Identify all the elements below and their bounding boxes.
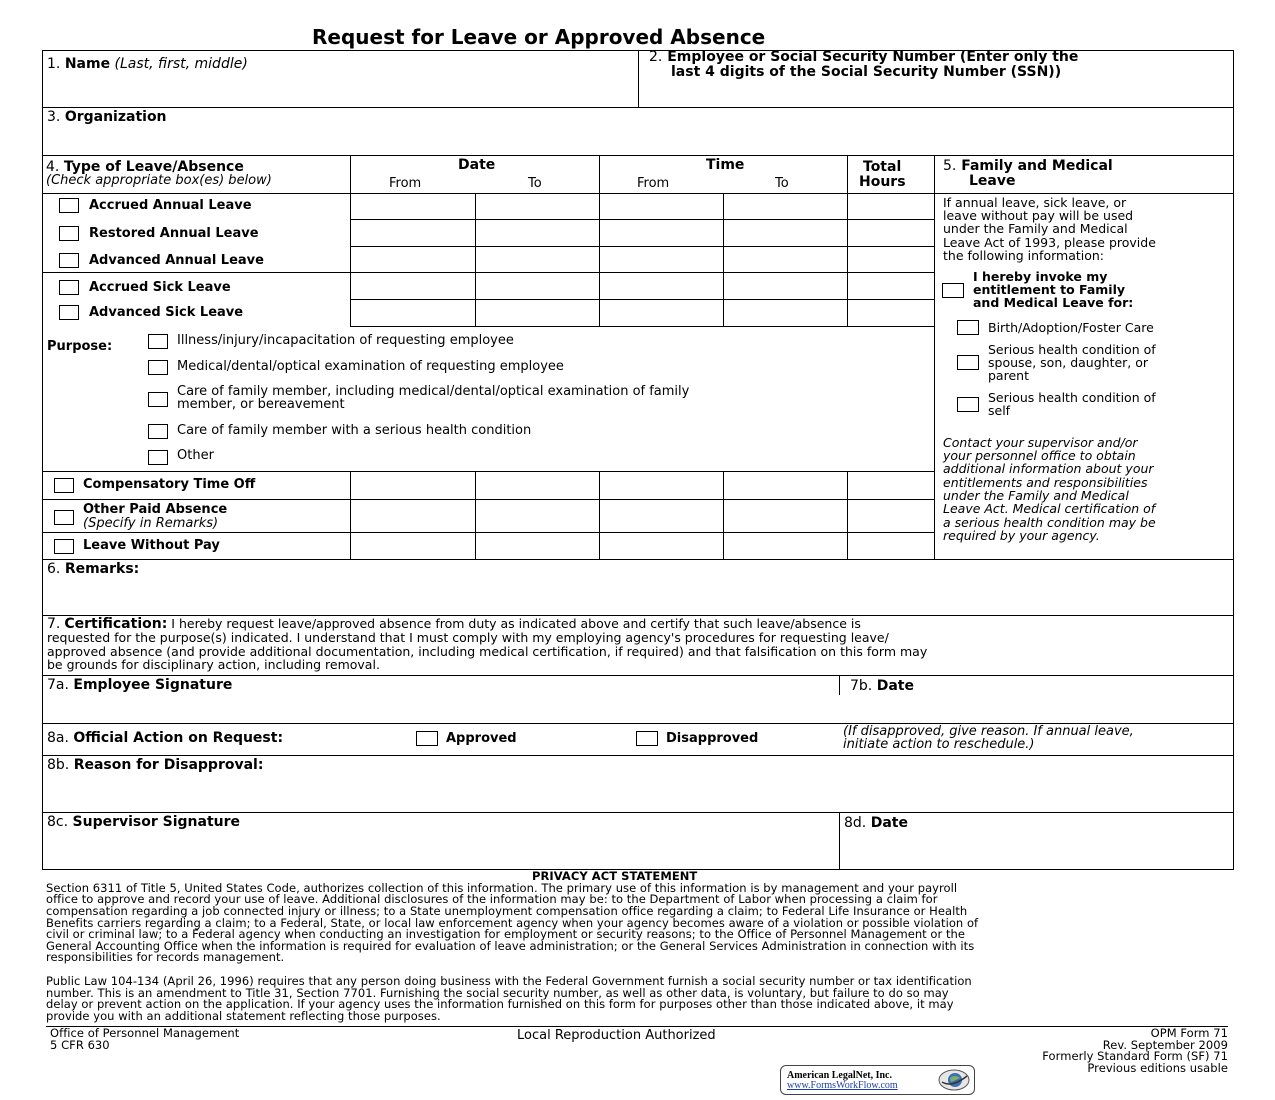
divider: [638, 50, 639, 107]
divider: [42, 193, 934, 194]
lwop-label: Leave Without Pay: [83, 538, 220, 553]
ssn-label-line1: Employee or Social Security Number (Enter only the: [667, 49, 1079, 65]
disapproval-note-2: initiate action to reschedule.): [843, 737, 1035, 752]
organization-input[interactable]: [46, 128, 1230, 152]
field-number: 7a.: [47, 677, 69, 693]
divider: [599, 155, 600, 326]
date-from-header: From: [389, 176, 422, 191]
time-header: Time: [706, 157, 745, 173]
accrued-annual-label: Accrued Annual Leave: [89, 198, 252, 213]
footer-form-number: OPM Form 71: [1150, 1026, 1228, 1040]
name-hint: (Last, first, middle): [114, 56, 248, 72]
fmla-contact-2: your personnel office to obtain: [943, 448, 1136, 463]
footer-revision: Rev. September 2009: [1102, 1037, 1228, 1052]
certification-label: Certification:: [64, 616, 168, 632]
privacy-p2-2: number. This is an amendment to Title 31, Section 7701. Furnishing the social security number, as well as other data, is voluntary, but failure to do so may: [46, 986, 949, 1000]
divider: [42, 272, 934, 273]
footer-formerly: Formerly Standard Form (SF) 71: [1042, 1049, 1228, 1064]
field-number: 5.: [943, 158, 957, 174]
field-7a-label: [47, 678, 232, 692]
accrued-annual-checkbox[interactable]: [59, 198, 79, 213]
fmla-self-label-1: Serious health condition of: [988, 390, 1156, 405]
purpose-serious-checkbox[interactable]: [148, 424, 168, 439]
advanced-annual-checkbox[interactable]: [59, 253, 79, 268]
fmla-contact-8: required by your agency.: [943, 528, 1100, 543]
divider: [42, 812, 1234, 813]
advanced-sick-checkbox[interactable]: [59, 305, 79, 320]
hours-header: Hours: [859, 174, 906, 190]
fmla-self-label-2: self: [988, 403, 1011, 418]
supervisor-signature-label: Supervisor Signature: [72, 814, 241, 830]
employee-date-label: Date: [876, 678, 914, 694]
advanced-sick-label: Advanced Sick Leave: [89, 305, 244, 320]
time-from-header: From: [637, 176, 670, 191]
globe-icon: [937, 1068, 971, 1092]
other-paid-hint: (Specify in Remarks): [83, 516, 219, 531]
divider: [847, 471, 848, 559]
field-number: 7.: [47, 616, 61, 632]
divider: [42, 471, 934, 472]
disapproval-reason-input[interactable]: [46, 776, 1230, 809]
divider: [42, 155, 1234, 156]
privacy-title: PRIVACY ACT STATEMENT: [532, 869, 698, 883]
supervisor-date-label: Date: [870, 815, 908, 831]
footer-previous-editions: Previous editions usable: [1087, 1060, 1228, 1075]
approved-label: Approved: [446, 731, 517, 746]
employee-date-input[interactable]: [844, 697, 1230, 720]
fmla-contact-5: under the Family and Medical: [943, 488, 1129, 503]
privacy-p2-1: Public Law 104-134 (April 26, 1996) requires that any person doing business with the Federal Government furnish a social security number or tax identification: [46, 974, 972, 988]
fmla-title-line2: Leave: [969, 173, 1016, 189]
privacy-p2-3: delay or prevent action on the application. If your agency uses the information furnished on this form for purposes other than those indicated above, it may: [46, 997, 954, 1011]
fmla-contact-3: additional information about your: [943, 461, 1154, 476]
american-legalnet-logo[interactable]: [780, 1065, 975, 1095]
divider: [350, 219, 934, 220]
fmla-intro-5: the following information:: [943, 248, 1105, 263]
comp-time-checkbox[interactable]: [54, 478, 74, 493]
fmla-contact-4: entitlements and responsibilities: [943, 475, 1148, 490]
fmla-family-label-3: parent: [988, 368, 1029, 383]
divider: [723, 471, 724, 559]
name-label: Name: [64, 56, 111, 72]
ssn-label: [649, 50, 1078, 64]
official-action-label: Official Action on Request:: [73, 730, 284, 746]
field-3-label: [47, 110, 167, 124]
field-number: 8a.: [47, 730, 69, 746]
employee-signature-input[interactable]: [46, 697, 836, 720]
fmla-family-label-2: spouse, son, daughter, or: [988, 355, 1149, 370]
field-number: 3.: [47, 109, 61, 125]
restored-annual-label: Restored Annual Leave: [89, 226, 259, 241]
field-number: 8d.: [844, 815, 867, 831]
certification-text-2: requested for the purpose(s) indicated. I understand that I must comply with my employing agency's procedures for requesting leave/: [47, 630, 889, 645]
divider: [723, 193, 724, 326]
frame-left: [42, 50, 43, 870]
field-number: 6.: [47, 561, 61, 577]
advanced-annual-label: Advanced Annual Leave: [89, 253, 264, 268]
certification-text-3: approved absence (and provide additional documentation, including medical certification, if required) and that falsification on this form may: [47, 644, 928, 659]
field-6-label: [47, 562, 139, 576]
fmla-family-label-1: Serious health condition of: [988, 342, 1156, 357]
divider: [475, 471, 476, 559]
certification-text-1: I hereby request leave/approved absence from duty as indicated above and certify that such leave/absence is: [171, 616, 861, 631]
divider: [475, 193, 476, 326]
fmla-intro-4: Leave Act of 1993, please provide: [943, 235, 1156, 250]
frame-right: [1233, 50, 1234, 870]
divider: [934, 193, 1234, 194]
certification-text-4: be grounds for disciplinary action, including removal.: [47, 657, 380, 672]
field-number: 7b.: [850, 678, 873, 694]
divider: [42, 499, 934, 500]
divider: [42, 559, 1234, 560]
field-number: 2.: [649, 49, 663, 65]
purpose-illness-checkbox[interactable]: [148, 334, 168, 349]
field-8a-label: [47, 731, 283, 745]
ssn-input[interactable]: [642, 82, 1230, 105]
fmla-invoke-checkbox[interactable]: [942, 283, 964, 298]
divider: [839, 812, 840, 870]
divider: [350, 299, 934, 300]
fmla-invoke-3: and Medical Leave for:: [973, 295, 1134, 310]
divider: [934, 155, 935, 559]
fmla-birth-label: Birth/Adoption/Foster Care: [988, 320, 1154, 335]
employee-signature-label: Employee Signature: [73, 677, 233, 693]
organization-label: Organization: [64, 109, 167, 125]
fmla-title-line1: Family and Medical: [961, 158, 1113, 174]
privacy-p2-4: provide you with an additional statement reflecting those purposes.: [46, 1009, 441, 1023]
disapproved-checkbox[interactable]: [636, 731, 658, 746]
approved-checkbox[interactable]: [416, 731, 438, 746]
logo-url[interactable]: www.FormsWorkFlow.com: [787, 1080, 898, 1091]
accrued-sick-label: Accrued Sick Leave: [89, 280, 231, 295]
supervisor-signature-input[interactable]: [46, 834, 836, 866]
fmla-contact-6: Leave Act. Medical certification of: [943, 501, 1156, 516]
divider: [839, 675, 840, 695]
field-8b-label: [47, 758, 263, 772]
field-number: 4.: [46, 159, 60, 175]
footer-cfr: 5 CFR 630: [50, 1038, 110, 1052]
purpose-family-care-label: Care of family member, including medical/dental/optical examination of family: [177, 384, 690, 399]
restored-annual-checkbox[interactable]: [59, 226, 79, 241]
privacy-p1-7: responsibilities for records management.: [46, 950, 285, 964]
remarks-label: Remarks:: [64, 561, 140, 577]
field-4-label: [46, 160, 244, 174]
date-header: Date: [458, 157, 496, 173]
privacy-p1-1: Section 6311 of Title 5, United States Code, authorizes collection of this information. The primary use of this information is by management and your payroll: [46, 881, 958, 895]
divider: [350, 326, 934, 327]
fmla-invoke-2: entitlement to Family: [973, 282, 1126, 297]
disapproved-label: Disapproved: [666, 731, 759, 746]
purpose-serious-label: Care of family member with a serious health condition: [177, 423, 532, 438]
fmla-contact-7: a serious health condition may be: [943, 515, 1156, 530]
field-number: 8b.: [47, 757, 70, 773]
footer-reproduction: Local Reproduction Authorized: [517, 1028, 716, 1043]
field-number: 8c.: [47, 814, 69, 830]
fmla-intro-3: under the Family and Medical: [943, 221, 1128, 236]
total-header: Total: [863, 159, 902, 175]
purpose-other-label: Other: [177, 448, 214, 463]
page-title: Request for Leave or Approved Absence: [312, 25, 766, 49]
privacy-p1-3: compensation regarding a job connected injury or illness; to a State unemployment compensation office regarding a claim; to Federal Life Insurance or Health: [46, 904, 968, 918]
fmla-self-checkbox[interactable]: [957, 397, 979, 412]
footer-agency: Office of Personnel Management: [50, 1026, 240, 1040]
divider: [42, 755, 1234, 756]
privacy-p1-5: civil or criminal law; to a Federal agency when conducting an investigation for employment or security reasons; to the Office of Personnel Management or the: [46, 927, 966, 941]
date-to-header: To: [528, 176, 542, 191]
field-1-label: [47, 57, 248, 71]
privacy-p1-4: Benefits carriers regarding a claim; to a Federal, State, or local law enforcement agency when your agency becomes aware of a violation or possible violation of: [46, 916, 979, 930]
fmla-invoke-1: I hereby invoke my: [973, 269, 1108, 284]
fmla-intro-2: leave without pay will be used: [943, 208, 1134, 223]
purpose-exam-checkbox[interactable]: [148, 360, 168, 375]
fmla-birth-checkbox[interactable]: [957, 320, 979, 335]
ssn-label-line2: last 4 digits of the Social Security Number (SSN)): [671, 64, 1062, 80]
lwop-checkbox[interactable]: [54, 539, 74, 554]
accrued-sick-checkbox[interactable]: [59, 280, 79, 295]
divider: [42, 532, 934, 533]
comp-time-label: Compensatory Time Off: [83, 477, 256, 492]
purpose-family-care-label-line2: member, or bereavement: [177, 397, 345, 412]
divider: [350, 155, 351, 326]
divider: [350, 246, 934, 247]
fmla-intro-1: If annual leave, sick leave, or: [943, 195, 1127, 210]
purpose-exam-label: Medical/dental/optical examination of requesting employee: [177, 359, 564, 374]
purpose-family-care-checkbox[interactable]: [148, 392, 168, 407]
purpose-other-checkbox[interactable]: [148, 450, 168, 465]
footer-form-info: [1042, 1028, 1228, 1074]
field-number: 1.: [47, 56, 61, 72]
name-input[interactable]: [46, 76, 634, 104]
disapproval-note-1: (If disapproved, give reason. If annual leave,: [843, 724, 1134, 739]
leave-type-hint: (Check appropriate box(es) below): [46, 173, 272, 188]
field-7b-label: [850, 679, 914, 693]
divider: [599, 471, 600, 559]
leave-type-label: Type of Leave/Absence: [63, 159, 244, 175]
fmla-title: [943, 159, 1113, 173]
fmla-family-checkbox[interactable]: [957, 355, 979, 370]
fmla-contact-1: Contact your supervisor and/or: [943, 435, 1138, 450]
remarks-input[interactable]: [46, 580, 1230, 612]
divider: [42, 107, 1234, 108]
divider: [350, 471, 351, 559]
other-paid-label: Other Paid Absence: [83, 502, 228, 517]
divider: [847, 155, 848, 326]
supervisor-date-input[interactable]: [844, 834, 1230, 866]
divider: [42, 675, 1234, 676]
purpose-label: Purpose:: [47, 339, 113, 354]
disapproval-reason-label: Reason for Disapproval:: [73, 757, 264, 773]
purpose-illness-label: Illness/injury/incapacitation of requesting employee: [177, 333, 514, 348]
logo-company-name: American LegalNet, Inc.: [787, 1070, 892, 1081]
privacy-p1-6: General Accounting Office when the information is required for evaluation of leave administration; or the General Services Administration in connection with its: [46, 939, 975, 953]
other-paid-checkbox[interactable]: [54, 510, 74, 525]
field-8d-label: [844, 816, 908, 830]
time-to-header: To: [775, 176, 789, 191]
field-8c-label: [47, 815, 240, 829]
privacy-p1-2: office to approve and record your use of leave. Additional disclosures of the information may be: to the Department of Labor when processing a claim for: [46, 892, 938, 906]
